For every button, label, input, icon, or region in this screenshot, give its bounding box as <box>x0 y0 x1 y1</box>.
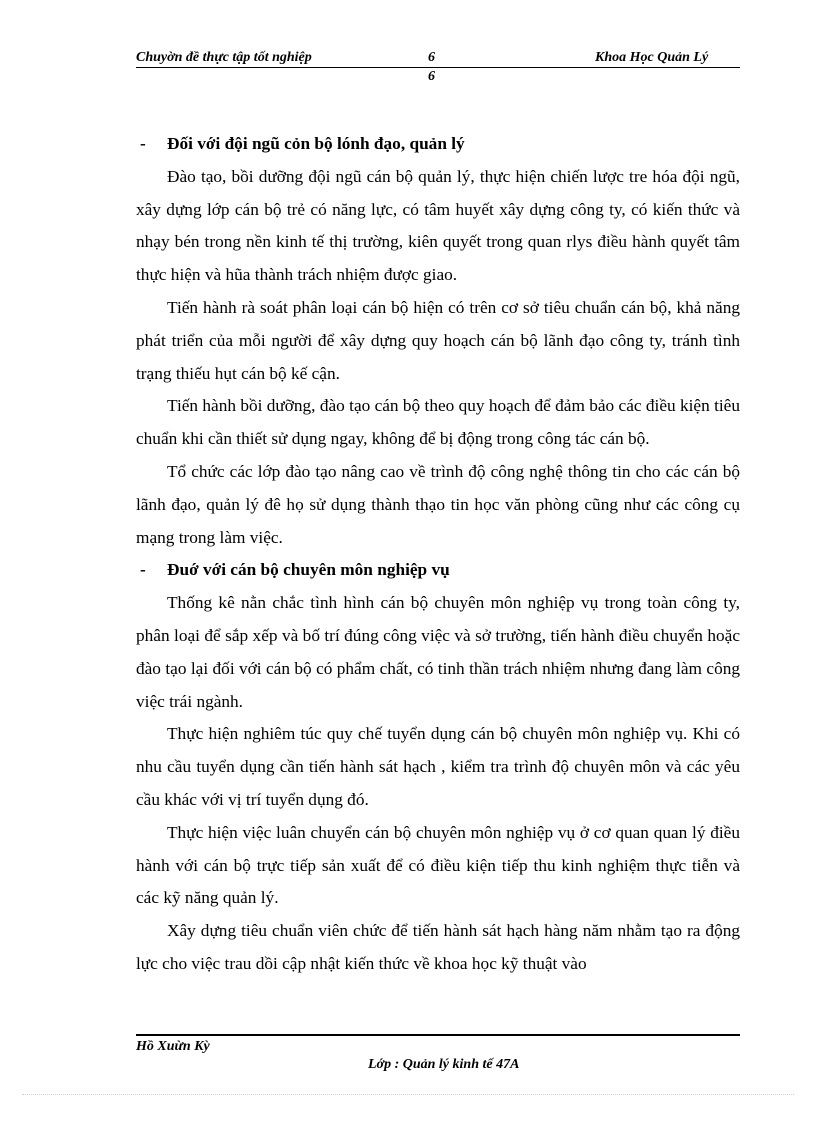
paragraph: Tiến hành rà soát phân loại cán bộ hiện có trên cơ sở tiêu chuẩn cán bộ, khả năng phát triển của mỗi người để xây dựng quy hoạch cán bộ lãnh đạo công ty, tránh tình trạng thiếu hụt cán bộ kế cận. <box>136 297 740 383</box>
footer-class-label: Lớp : Quản lý kinh tế 47A <box>368 1057 520 1072</box>
header-rule <box>136 67 740 68</box>
paragraph: Tiến hành bồi dưỡng, đào tạo cán bộ theo quy hoạch để đảm bảo các điều kiện tiêu chuẩn khi cần thiết sử dụng ngay, không để bị động trong công tác cán bộ. <box>136 396 740 449</box>
footer-author-name: Hồ Xuừn Kỳ <box>136 1039 210 1054</box>
page-boundary-dotted-line <box>22 1094 794 1095</box>
paragraph: Tổ chức các lớp đào tạo nâng cao về trình độ công nghệ thông tin cho các cán bộ lãnh đạo, quản lý đê họ sử dụng thành thạo tin học văn phòng cũng như các công cụ mạng trong làm việc. <box>136 461 740 547</box>
section-heading <box>136 128 740 161</box>
paragraph: Thống kê nằn chắc tình hình cán bộ chuyên môn nghiệp vụ trong toàn công ty, phân loại để sắp xếp và bố trí đúng công việc và sở trường, tiến hành điều chuyển hoặc đào tạo lại đối với cán bộ có phẩm chất, có tinh thần trách nhiệm nhưng đang làm công việc trái ngành. <box>136 593 740 711</box>
header-page-number: 6 <box>428 50 435 65</box>
section-heading <box>136 554 740 587</box>
header-right-title: Khoa Học Quản Lý <box>595 50 709 65</box>
section-professional-staff <box>136 554 740 980</box>
header-page-number-duplicate: 6 <box>428 69 435 84</box>
footer-rule <box>136 1034 740 1036</box>
bullet-dash: - <box>140 134 146 153</box>
section-heading-text: Đuớ với cán bộ chuyên môn nghiệp vụ <box>167 560 450 580</box>
paragraph: Đào tạo, bồi dưỡng đội ngũ cán bộ quản lý, thực hiện chiến lược tre hóa đội ngũ, xây dựng lớp cán bộ trẻ có năng lực, có tâm huyết xây dựng công ty, có kiến thức và nhạy bén trong nền kinh tế thị trường, kiên quyết trong quan rlys điều hành quyết tâm thực hiện và hũa thành trách nhiệm được giao. <box>136 166 740 285</box>
section-heading-text: Đối với đội ngũ cỏn bộ lónh đạo, quản lý <box>167 134 465 153</box>
header-left-title: Chuyờn đề thực tập tốt nghiệp <box>136 50 312 65</box>
paragraph: Xây dựng tiêu chuẩn viên chức để tiến hành sát hạch hàng năm nhằm tạo ra động lực cho việc trau dồi cập nhật kiến thức về khoa học kỹ thuật vào <box>136 921 740 973</box>
section-leadership <box>136 128 740 554</box>
paragraph: Thực hiện nghiêm túc quy chế tuyển dụng cán bộ chuyên môn nghiệp vụ. Khi có nhu cầu tuyển dụng cần tiến hành sát hạch , kiểm tra trình độ chuyên môn và các yêu cầu khác với vị trí tuyển dụng đó. <box>136 724 740 809</box>
paragraph: Thực hiện việc luân chuyển cán bộ chuyên môn nghiệp vụ ở cơ quan quan lý điều hành với cán bộ trực tiếp sản xuất để có điều kiện tiếp thu kinh nghiệm thực tiễn và các kỹ năng quản lý. <box>136 822 740 908</box>
page-body <box>136 128 740 981</box>
bullet-dash: - <box>140 560 146 580</box>
